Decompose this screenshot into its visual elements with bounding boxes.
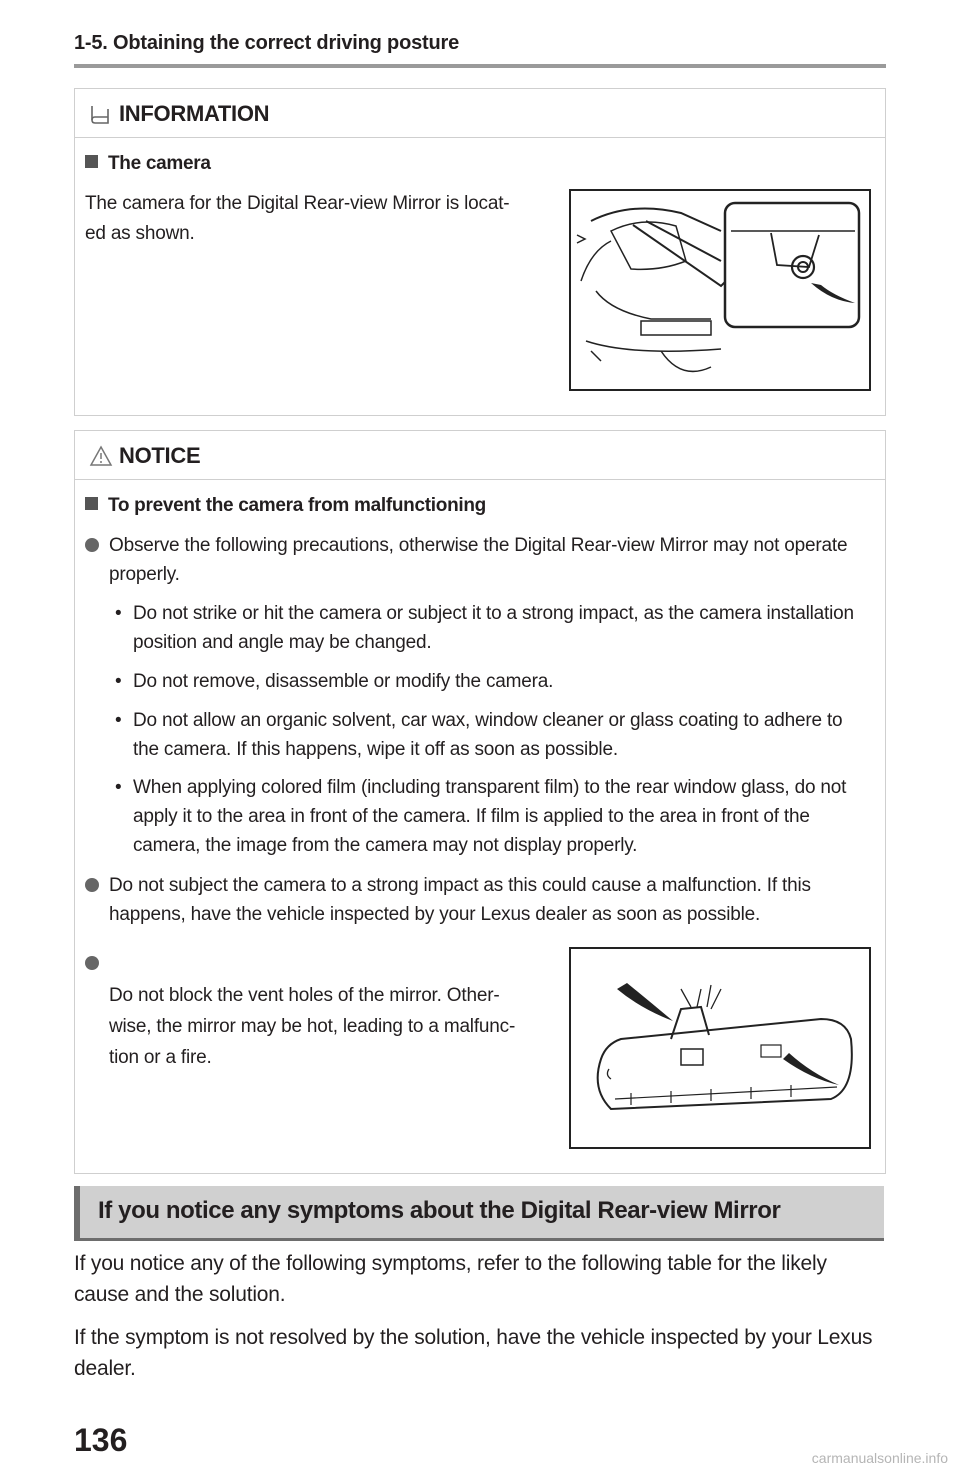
circle-bullet-icon [85, 538, 99, 552]
notice-item-impact: Do not subject the camera to a strong impact as this could cause a malfunction. If this happens, have the vehicle inspected by your Lexus dealer as soon as possible. [109, 871, 869, 929]
camera-location-illustration [569, 189, 871, 391]
watermark: carmanualsonline.info [811, 1450, 948, 1466]
notice-item-vent-holes: Do not block the vent holes of the mirror. Other- wise, the mirror may be hot, leading to a malfunc- tion or a fire. [109, 949, 569, 1073]
notice-box [74, 430, 886, 1174]
notice-item-precautions: Observe the following precautions, otherwise the Digital Rear-view Mirror may not operate properly. [109, 531, 869, 589]
circle-bullet-icon [85, 878, 99, 892]
header-rule [74, 64, 886, 68]
book-icon [89, 103, 111, 130]
section-heading-bar [74, 1186, 884, 1238]
notice-bullet-2: • Do not remove, disassemble or modify the camera. [115, 671, 554, 692]
information-header [75, 89, 885, 138]
camera-location-text: The camera for the Digital Rear-view Mirror is locat- ed as shown. [85, 193, 510, 244]
camera-subtitle: The camera [85, 153, 211, 175]
notice-bullet-4: • When applying colored film (including transparent film) to the rear window glass, do not apply it to the area in front of the camera. If film is applied to the area in front of the camera, the image from the camera may not display properly. [115, 777, 847, 856]
information-heading: INFORMATION [119, 101, 270, 126]
unresolved-paragraph: If the symptom is not resolved by the solution, have the vehicle inspected by your Lexus dealer. [74, 1326, 873, 1380]
malfunction-subtitle: To prevent the camera from malfunctioning [85, 495, 486, 517]
symptoms-intro-paragraph: If you notice any of the following symptoms, refer to the following table for the likely cause and the solution. [74, 1252, 827, 1306]
section-title: If you notice any symptoms about the Digital Rear-view Mirror [98, 1197, 781, 1224]
square-bullet-icon [85, 497, 98, 510]
circle-bullet-icon [85, 956, 99, 970]
notice-bullet-3: • Do not allow an organic solvent, car wax, window cleaner or glass coating to adhere to the camera. If this happens, wipe it off as soon as possible. [115, 710, 843, 760]
page-header-title: 1-5. Obtaining the correct driving posture [74, 32, 459, 54]
page-number: 136 [74, 1422, 128, 1458]
square-bullet-icon [85, 155, 98, 168]
information-box [74, 88, 886, 416]
notice-header [75, 431, 885, 480]
notice-bullet-1: • Do not strike or hit the camera or subject it to a strong impact, as the camera installation position and angle may be changed. [115, 603, 854, 653]
warning-icon [89, 445, 113, 472]
mirror-vent-illustration [569, 947, 871, 1149]
notice-heading: NOTICE [119, 443, 201, 468]
